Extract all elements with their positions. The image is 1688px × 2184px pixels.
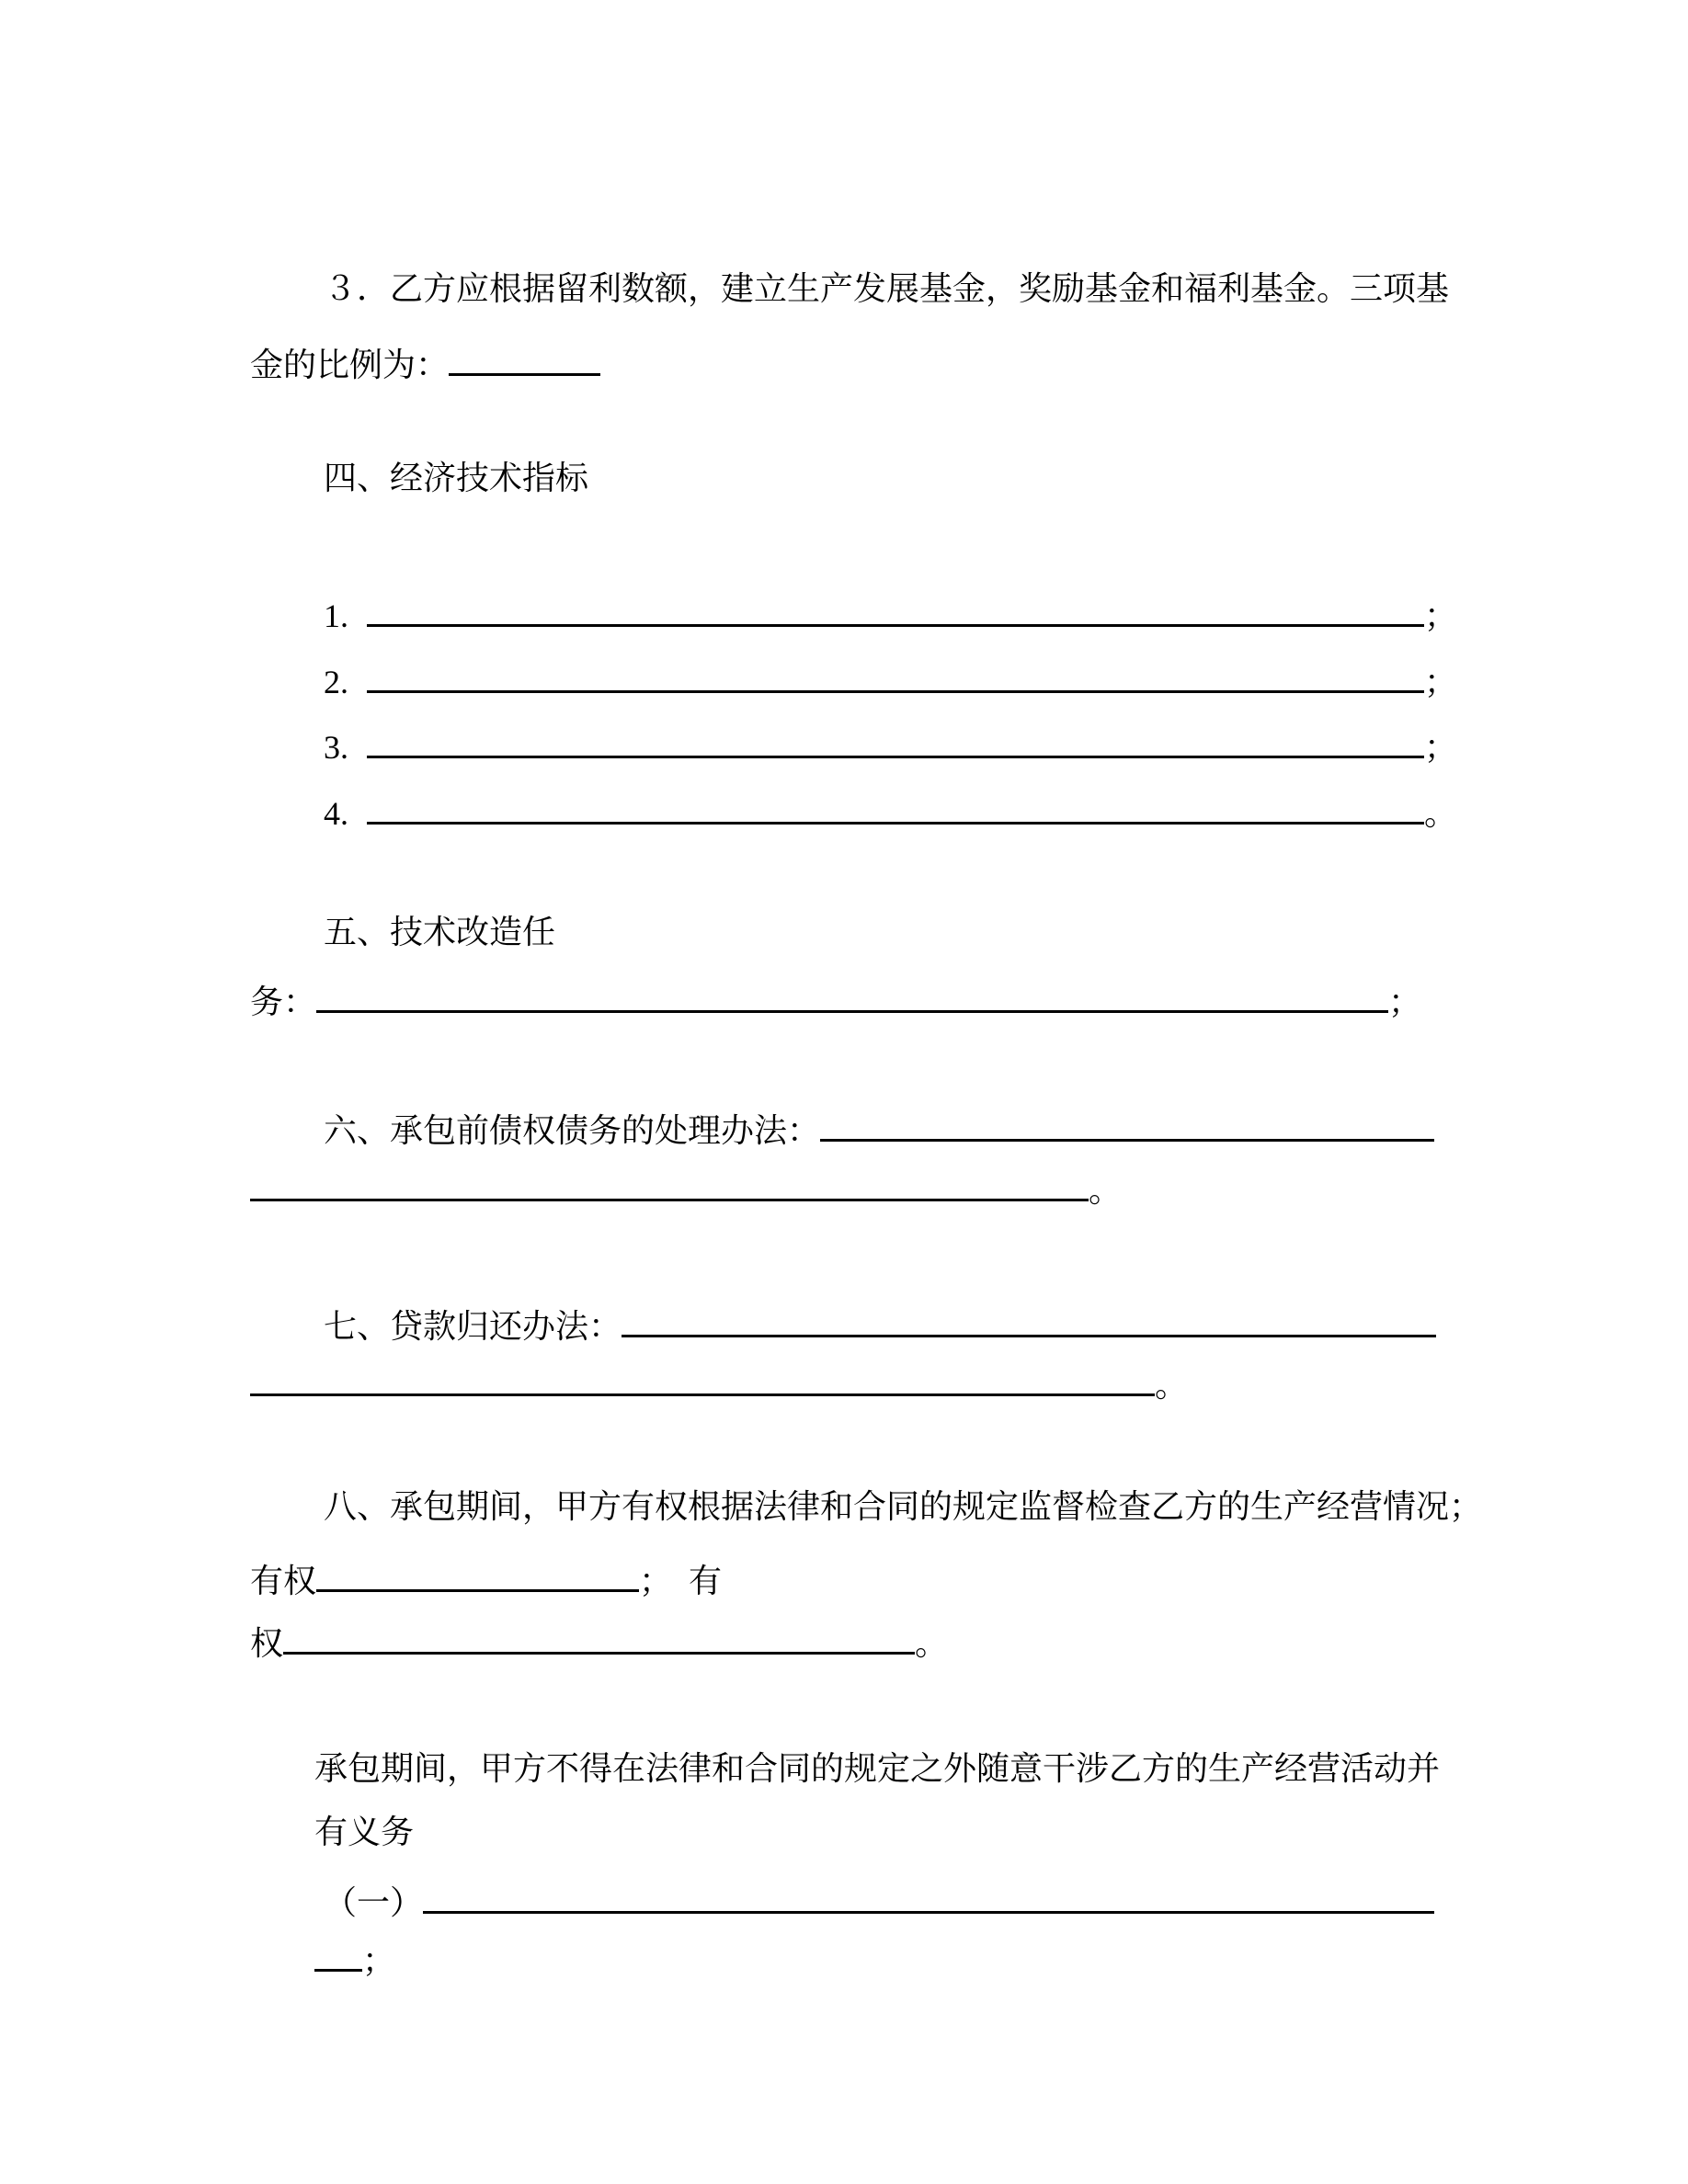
heading-text: 四、经济技术指标 xyxy=(324,460,589,496)
text-segment: 。 xyxy=(915,1625,949,1662)
indicator-item-4 xyxy=(324,789,1457,830)
clause-3-funds-line-2 xyxy=(250,340,600,381)
section-7-loan-repayment-line-1 xyxy=(324,1302,1436,1343)
fill-in-blank-obligation-1-cont xyxy=(314,1936,362,1972)
clause-3-funds-line-1 xyxy=(324,272,1449,305)
text-segment: ； xyxy=(1424,729,1458,766)
fill-in-blank-indicator-2 xyxy=(367,657,1424,693)
text-segment: 六、承包前债权债务的处理办法： xyxy=(324,1112,821,1149)
section-4-heading-economic-indicators xyxy=(324,461,588,495)
heading-text: 五、技术改造任 xyxy=(324,914,556,950)
list-number: 3. xyxy=(324,729,348,766)
fill-in-blank-fund-ratio xyxy=(449,340,600,376)
text-segment: 八、承包期间，甲方有权根据法律和合同的规定监督检查乙方的生产经营情况； xyxy=(324,1488,1483,1525)
text-segment: ； xyxy=(1388,984,1422,1020)
text-segment: 金的比例为： xyxy=(250,347,450,383)
fill-in-blank-renovation-task xyxy=(316,977,1388,1013)
obligation-item-1-line-2 xyxy=(314,1936,395,1977)
section-8-supervision-line-1 xyxy=(324,1490,1482,1523)
section-7-loan-repayment-line-2 xyxy=(250,1360,1188,1402)
text-segment: ； xyxy=(1424,597,1458,634)
indicator-item-1 xyxy=(324,591,1457,632)
text-segment: 。 xyxy=(1089,1172,1123,1209)
section-6-debt-handling-line-1 xyxy=(324,1106,1434,1147)
fill-in-blank-debt-handling-2 xyxy=(250,1166,1089,1201)
list-number: 2. xyxy=(324,664,348,700)
fill-in-blank-indicator-1 xyxy=(367,591,1424,627)
section-6-debt-handling-line-2 xyxy=(250,1166,1122,1207)
list-number: 1. xyxy=(324,597,348,634)
fill-in-blank-loan-repayment-2 xyxy=(250,1360,1155,1396)
section-5-heading-line-1 xyxy=(324,916,555,949)
text-segment: ； 有 xyxy=(639,1563,723,1599)
non-interference-paragraph-line-1 xyxy=(314,1752,1440,1785)
fill-in-blank-debt-handling-1 xyxy=(820,1106,1434,1142)
fill-in-blank-obligation-1 xyxy=(423,1878,1434,1914)
fill-in-blank-right-2 xyxy=(283,1619,915,1655)
fill-in-blank-indicator-4 xyxy=(367,789,1424,825)
text-segment: 权 xyxy=(250,1625,284,1662)
non-interference-paragraph-line-2 xyxy=(314,1815,414,1848)
text-segment: 承包期间，甲方不得在法律和合同的规定之外随意干涉乙方的生产经营活动并 xyxy=(314,1750,1441,1787)
obligation-item-1-line-1 xyxy=(324,1878,1434,1919)
text-segment: 有权 xyxy=(250,1563,317,1599)
section-5-heading-line-2 xyxy=(250,977,1421,1018)
list-marker: （一） xyxy=(324,1884,424,1921)
list-number: 4. xyxy=(324,795,348,832)
section-8-supervision-line-3 xyxy=(250,1619,948,1660)
text-segment: ３．乙方应根据留利数额，建立生产发展基金，奖励基金和福利基金。三项基 xyxy=(324,270,1450,307)
text-segment: ； xyxy=(1424,664,1458,700)
fill-in-blank-loan-repayment-1 xyxy=(622,1302,1436,1337)
text-segment: ； xyxy=(362,1942,396,1979)
text-segment: 。 xyxy=(1155,1367,1189,1404)
text-segment: 。 xyxy=(1424,795,1458,832)
fill-in-blank-right-1 xyxy=(316,1556,639,1592)
indicator-item-3 xyxy=(324,722,1457,764)
indicator-item-2 xyxy=(324,657,1457,699)
text-segment: 七、贷款归还办法： xyxy=(324,1308,622,1345)
text-segment: 务： xyxy=(250,984,317,1020)
text-segment: 有义务 xyxy=(314,1814,415,1850)
fill-in-blank-indicator-3 xyxy=(367,722,1424,758)
section-8-supervision-line-2 xyxy=(250,1556,722,1598)
